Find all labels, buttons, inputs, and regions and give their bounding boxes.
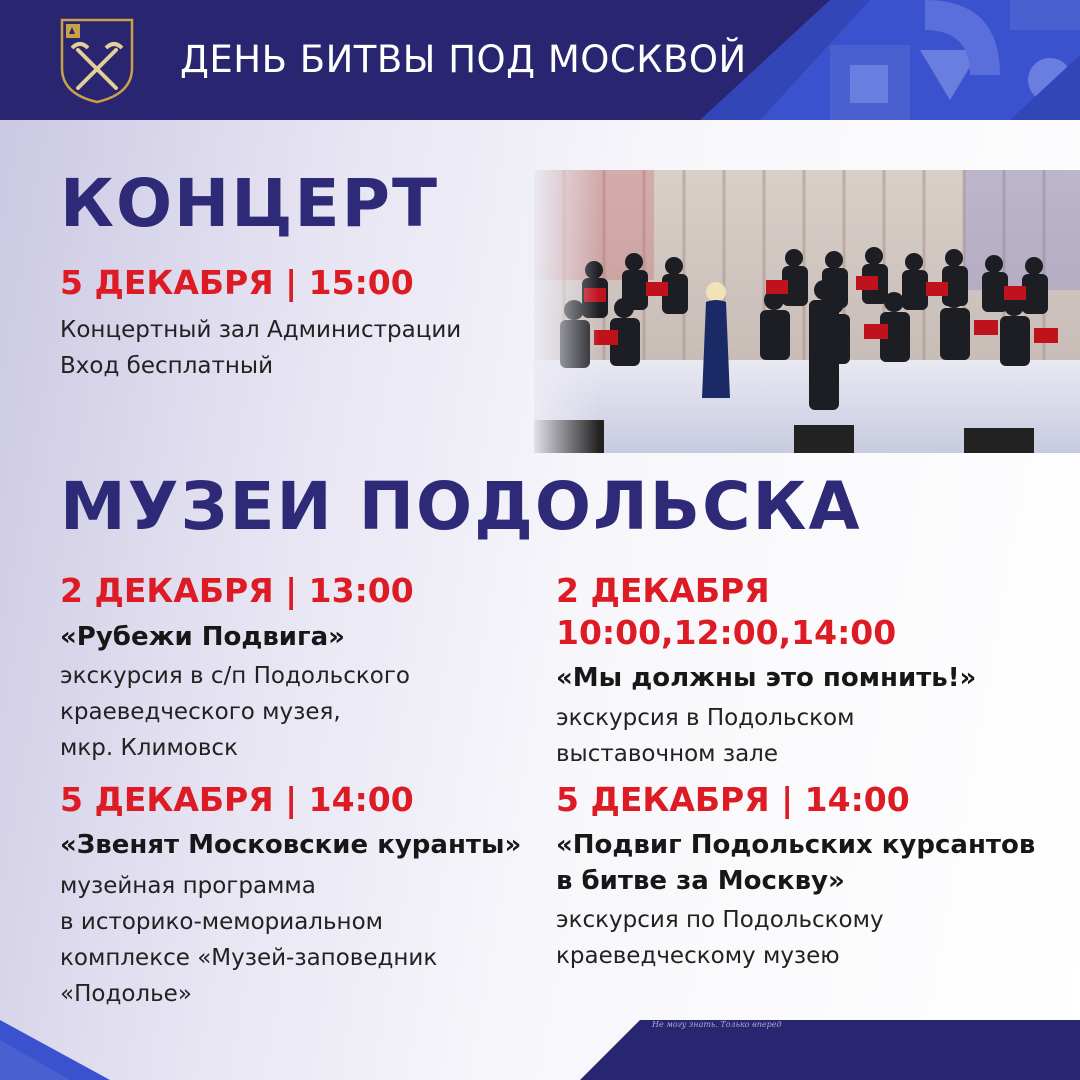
- museums-heading: МУЗЕИ ПОДОЛЬСКА: [60, 468, 862, 545]
- event-4-title-line: в битве за Москву»: [556, 866, 845, 896]
- event-4-date: 5 ДЕКАБРЯ | 14:00: [556, 780, 910, 819]
- event-4-title: [556, 827, 1035, 899]
- event-3-line: «Подолье»: [60, 981, 192, 1007]
- event-3-line: комплексе «Музей-заповедник: [60, 945, 438, 971]
- event-1-line: экскурсия в с/п Подольского: [60, 663, 410, 689]
- concert-entry: Вход бесплатный: [60, 353, 274, 379]
- event-4-line: экскурсия по Подольскому: [556, 907, 884, 933]
- event-1-title: «Рубежи Подвига»: [60, 622, 345, 652]
- event-2-times: 10:00,12:00,14:00: [556, 613, 897, 652]
- concert-venue: Концертный зал Администрации: [60, 317, 462, 343]
- event-1-line: мкр. Климовск: [60, 735, 238, 761]
- header-title: ДЕНЬ БИТВЫ ПОД МОСКВОЙ: [180, 38, 747, 81]
- event-3-date: 5 ДЕКАБРЯ | 14:00: [60, 780, 414, 819]
- event-1-line: краеведческого музея,: [60, 699, 341, 725]
- city-crest-icon: [58, 16, 136, 104]
- event-2-date: 2 ДЕКАБРЯ: [556, 571, 770, 610]
- event-3-title: «Звенят Московские куранты»: [60, 830, 522, 860]
- event-2-line: экскурсия в Подольском: [556, 705, 855, 731]
- event-4-line: краеведческому музею: [556, 943, 840, 969]
- event-4-title-line: «Подвиг Подольских курсантов: [556, 830, 1036, 860]
- event-2-line: выставочном зале: [556, 741, 779, 767]
- event-3-line: музейная программа: [60, 873, 316, 899]
- header-bar: [0, 0, 1080, 120]
- event-3-line: в историко-мемориальном: [60, 909, 384, 935]
- event-4-description: [556, 902, 884, 974]
- event-1-date: 2 ДЕКАБРЯ | 13:00: [60, 571, 414, 610]
- concert-heading: КОНЦЕРТ: [60, 165, 439, 242]
- event-2-title: «Мы должны это помнить!»: [556, 663, 977, 693]
- event-1-description: [60, 658, 410, 766]
- geometric-decoration: [700, 0, 1080, 120]
- footer-note: Не могу знать. Только вперед: [652, 1020, 782, 1029]
- event-2-description: [556, 700, 854, 772]
- event-3-description: [60, 868, 437, 1012]
- concert-date: 5 ДЕКАБРЯ | 15:00: [60, 263, 414, 302]
- footer-decoration: [0, 1020, 1080, 1080]
- orchestra-concert-photo: [534, 170, 1080, 453]
- concert-details: [60, 312, 461, 384]
